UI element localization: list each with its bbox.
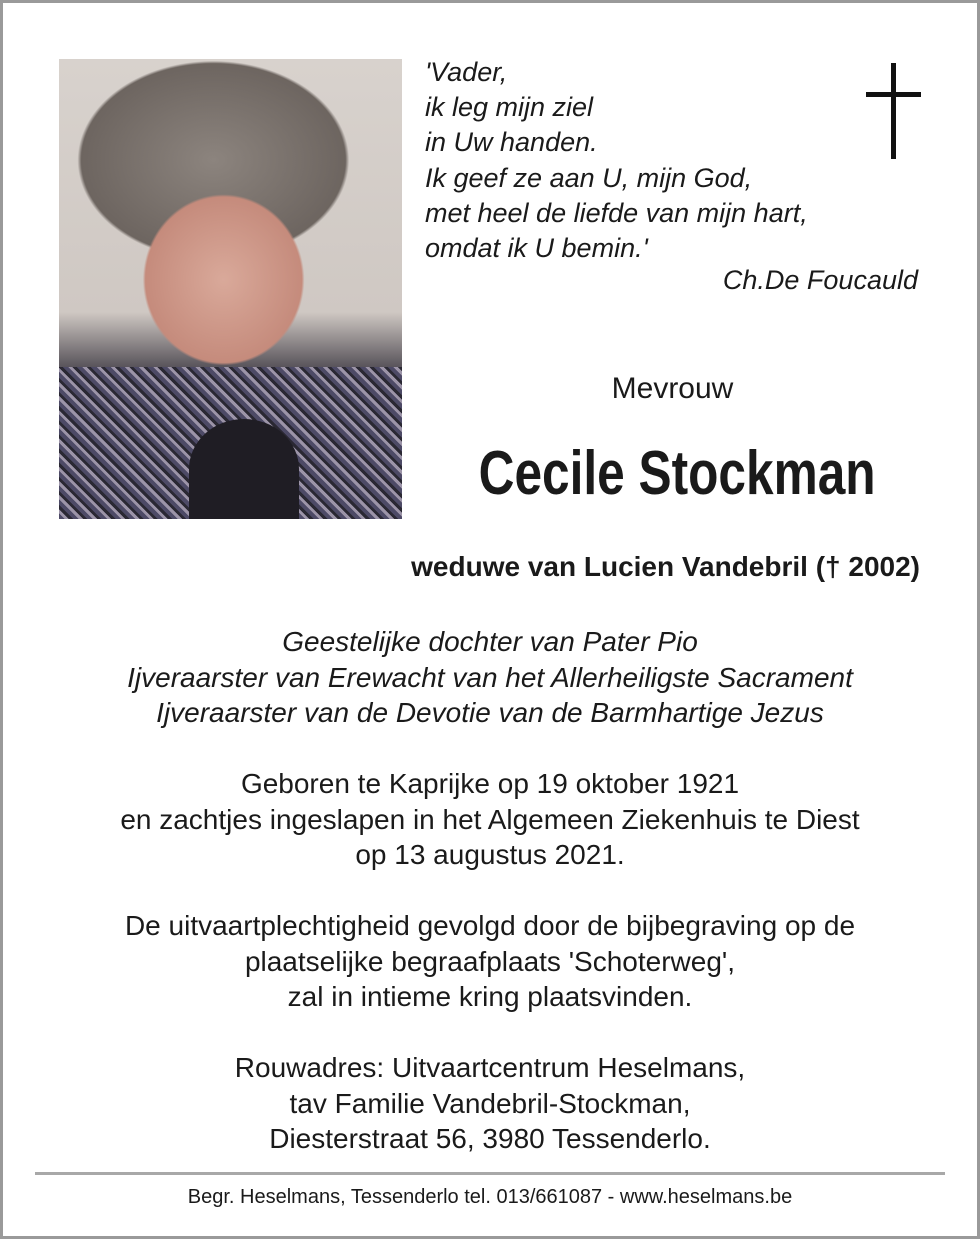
affiliation-line: Geestelijke dochter van Pater Pio <box>282 626 698 657</box>
quote-line: 'Vader, <box>425 57 508 87</box>
footer-text: Begr. Heselmans, Tessenderlo tel. 013/661087 - www.heselmans.be <box>187 1186 793 1208</box>
footer-divider <box>35 1172 945 1175</box>
cross-icon <box>866 63 921 159</box>
address-line: Diesterstraat 56, 3980 Tessenderlo. <box>269 1123 711 1154</box>
quote-line: ik leg mijn ziel <box>425 92 594 123</box>
photo-neckline <box>189 419 299 519</box>
widow-of: weduwe van Lucien Vandebril († 2002) <box>411 551 920 582</box>
quote-author: Ch.De Foucauld <box>722 265 918 295</box>
mourning-address <box>0 1050 980 1157</box>
address-line: Rouwadres: Uitvaartcentrum Heselmans, <box>234 1052 746 1083</box>
affiliation-line: Ijveraarster van de Devotie van de Barmhartige Jezus <box>156 697 824 728</box>
honorific: Mevrouw <box>611 372 734 405</box>
portrait-photo <box>59 59 402 519</box>
affiliation-line: Ijveraarster van Erewacht van het Allerheiligste Sacrament <box>127 661 853 693</box>
quote <box>425 55 808 266</box>
deceased-name <box>420 438 935 509</box>
funeral-line: plaatselijke begraafplaats 'Schoterweg', <box>244 945 736 977</box>
birth-death-line: en zachtjes ingeslapen in het Algemeen Ziekenhuis te Diest <box>120 803 860 835</box>
quote-line: omdat ik U bemin.' <box>425 233 648 264</box>
address-line: tav Familie Vandebril-Stockman, <box>289 1087 691 1119</box>
quote-line: in Uw handen. <box>425 127 598 158</box>
deceased-name-text: Cecile Stockman <box>479 439 876 508</box>
affiliations <box>0 624 980 731</box>
quote-line: Ik geef ze aan U, mijn God, <box>425 162 753 193</box>
birth-death-line: Geboren te Kaprijke op 19 oktober 1921 <box>240 768 740 799</box>
funeral-info <box>0 908 980 1015</box>
funeral-line: zal in intieme kring plaatsvinden. <box>287 981 693 1012</box>
funeral-line: De uitvaartplechtigheid gevolgd door de bijbegraving op de <box>124 910 856 941</box>
birth-death-line: op 13 augustus 2021. <box>355 839 625 870</box>
quote-line: met heel de liefde van mijn hart, <box>425 197 808 228</box>
birth-death <box>0 766 980 873</box>
